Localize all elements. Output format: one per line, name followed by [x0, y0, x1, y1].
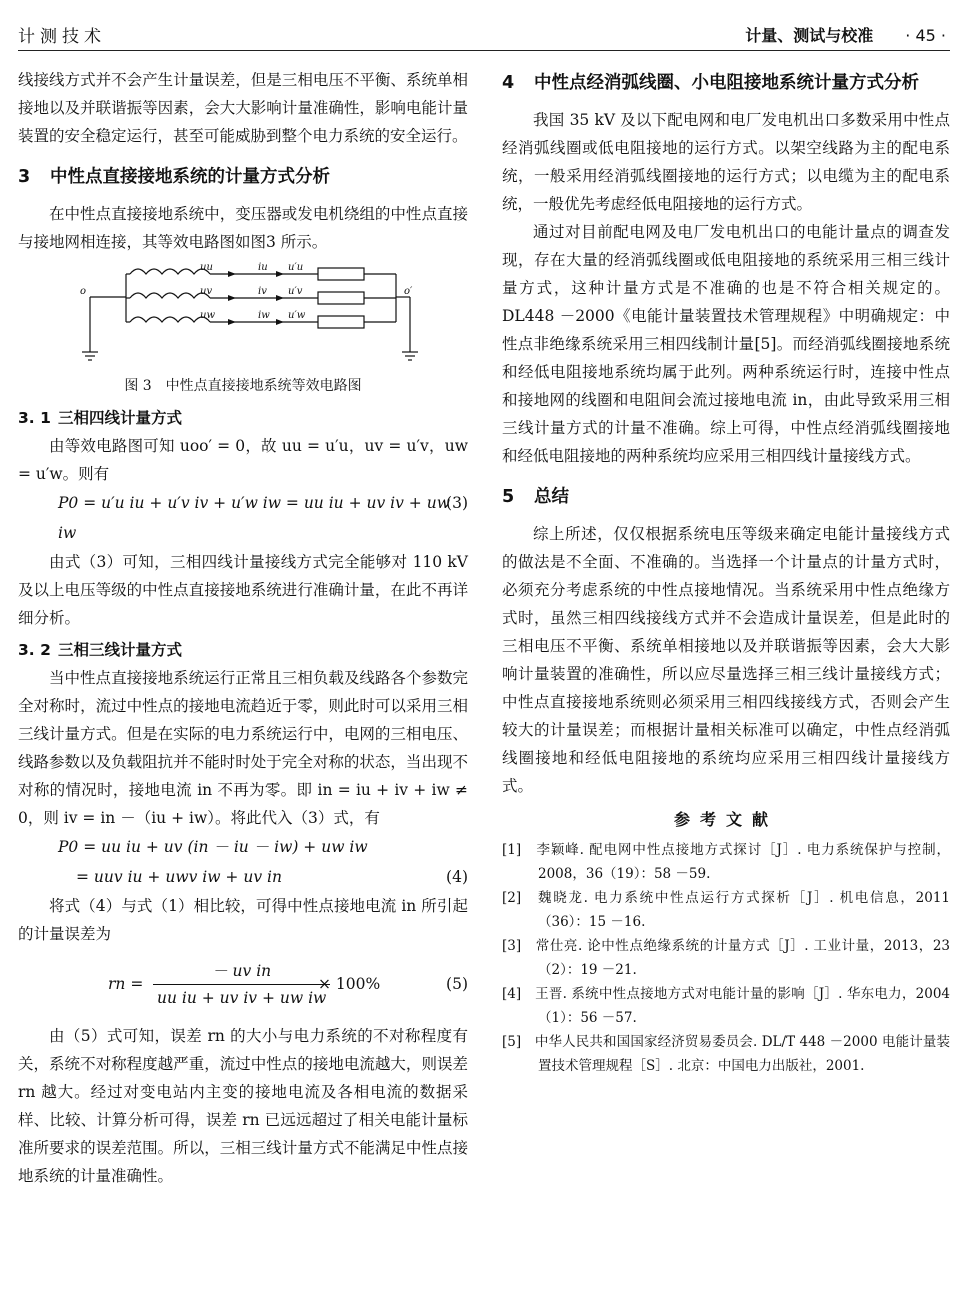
section-and-page [745, 23, 946, 46]
equation-3 [18, 488, 468, 548]
reference-item: [4] 王晋. 系统中性点接地方式对电能计量的影响［J］. 华东电力，2004（1）：56 －57. [502, 986, 950, 1026]
label-iv: iv [258, 286, 267, 297]
section-3-heading [18, 162, 468, 192]
figure-caption: 图 3 中性点直接接地系统等效电路图 [124, 378, 362, 394]
section-4-paragraph-b: 通过对目前配电网及电厂发电机出口的电能计量点的调查发现，存在大量的经消弧线圈或低电阻接地的系统采用三相三线计量方式，这种计量方式是不准确的也是不符合相关规定的。DL448 －2000《电能计量装置技术管理规程》中明确规定：中性点非绝缘系统采用三相四线制计量[5]。而经消弧线圈接地系统和经低电阻接地系统均属于此列。两种系统运行时，连接中性点和接地网的线圈和电阻间会流过接地电流 in，由此导致采用三相三线计量方式的计量不准确。综上可得，中性点经消弧线圈接地和经低电阻接地的两种系统均应采用三相四线计量接线方式。 [502, 223, 950, 465]
label-o-prime: o′ [404, 286, 413, 297]
section-number: 5 [502, 487, 515, 507]
equation-5-percent: × 100% [318, 975, 381, 993]
equation-5-numerator: － uv in [153, 958, 330, 985]
section-5-heading [502, 482, 950, 512]
equation-5-fraction [153, 958, 330, 1011]
section-3-2-paragraph-c: 由（5）式可知，误差 rn 的大小与电力系统的不对称程度有关，系统不对称程度越严重，流过中性点的接地电流越大，则误差 rn 越大。经过对变电站内主变的接地电流及各相电流的数据采样、比较、计算分析可得，误差 rn 已远远超过了相关电能计量标准所要求的误差范围。所以，三相三线计量方式不能满足中性点接地系统的计量准确性。 [18, 1027, 468, 1185]
section-title: 中性点经消弧线圈、小电阻接地系统计量方式分析 [534, 73, 919, 93]
equation-5-denominator: uu iu + uv iv + uw iw [157, 989, 327, 1007]
section-4-heading [502, 68, 950, 98]
equation-3-body: P0 = u′u iu + u′v iv + u′w iw = uu iu + uv iv + uw iw [58, 494, 450, 542]
label-uv: uv [200, 286, 213, 297]
section-4-paragraph-a: 我国 35 kV 及以下配电网和电厂发电机出口多数采用中性点经消弧线圈或低电阻接地的运行方式。以架空线路为主的配电系统，一般采用经消弧线圈接地的运行方式；以电缆为主的配电系统，一般优先考虑经低电阻接地的运行方式。 [502, 111, 950, 213]
references-title: 参考文献 [673, 810, 778, 829]
equation-3-number: (3) [446, 494, 468, 512]
section-number: 4 [502, 73, 515, 93]
equation-4-number: (4) [446, 868, 468, 886]
page-number: · 45 · [905, 26, 946, 45]
journal-name: 计测技术 [18, 27, 106, 47]
section-title: 中性点直接接地系统的计量方式分析 [50, 167, 330, 187]
equation-5-lhs: rn = [108, 975, 144, 993]
equation-5-number: (5) [446, 975, 468, 993]
right-column [502, 66, 950, 1078]
equivalent-circuit-figure [18, 262, 468, 372]
label-iw: iw [258, 310, 270, 321]
circuit-diagram [18, 262, 468, 372]
section-name: 计量、测试与校准 [745, 26, 874, 45]
subsection-number: 3. 1 [18, 409, 51, 427]
section-3-1-paragraph-a: 由等效电路图可知 uoo′ = 0，故 uu = u′u，uv = u′v，uw = u′w。则有 [18, 437, 468, 483]
section-3-paragraph: 在中性点直接接地系统中，变压器或发电机绕组的中性点直接与接地网相连接，其等效电路图如图3 所示。 [18, 205, 468, 251]
equation-4-line-1 [18, 832, 468, 862]
subsection-title: 三相三线计量方式 [58, 641, 183, 659]
intro-paragraph: 线接线方式并不会产生计量误差，但是三相电压不平衡、系统单相接地以及并联谐振等因素，会大大影响计量准确性，影响电能计量装置的安全稳定运行，甚至可能威胁到整个电力系统的安全运行。 [18, 71, 468, 145]
section-number: 3 [18, 167, 31, 187]
equation-5 [18, 954, 468, 1016]
reference-item: [3] 常仕亮. 论中性点绝缘系统的计量方式［J］. 工业计量，2013，23（2）：19 －21. [502, 938, 950, 978]
section-3-2-paragraph-a: 当中性点直接接地系统运行正常且三相负载及线路各个参数完全对称时，流过中性点的接地电流趋近于零，则此时可以采用三相三线计量方式。但是在实际的电力系统运行中，电网的三相电压、线路参数以及负载阻抗并不能时时处于完全对称的状态，当出现不对称的情况时，接地电流 in 不再为零。即 in = iu + iv + iw ≠ 0，则 iv = in －（iu + iw）。将此代入（3）式，有 [18, 669, 468, 827]
label-iu: iu [258, 262, 268, 273]
label-u-prime-u: u′u [288, 262, 304, 273]
subsection-title: 三相四线计量方式 [58, 409, 183, 427]
reference-item: [5] 中华人民共和国国家经济贸易委员会. DL/T 448 －2000 电能计量装置技术管理规程［S］. 北京：中国电力出版社，2001. [502, 1034, 950, 1074]
section-3-2-heading [18, 636, 468, 664]
equation-4-line-2 [18, 862, 468, 892]
label-u-prime-w: u′w [288, 310, 306, 321]
subsection-number: 3. 2 [18, 641, 51, 659]
label-u-prime-v: u′v [288, 286, 303, 297]
running-header [18, 20, 950, 51]
section-title: 总结 [534, 487, 569, 507]
label-o: o [80, 286, 87, 297]
reference-item: [1] 李颖峰. 配电网中性点接地方式探讨［J］. 电力系统保护与控制，2008，36（19）：58 －59. [502, 842, 950, 882]
left-column [18, 66, 468, 1190]
equation-4-line-2-body: = uuv iu + uwv iw + uv in [76, 868, 282, 886]
equation-4-line-1-body: P0 = uu iu + uv (in － iu － iw) + uw iw [58, 838, 368, 856]
label-uu: uu [200, 262, 213, 273]
section-3-1-paragraph-b: 由式（3）可知，三相四线计量接线方式完全能够对 110 kV 及以上电压等级的中性点直接接地系统进行准确计量，在此不再详细分析。 [18, 553, 468, 627]
section-3-2-paragraph-b: 将式（4）与式（1）相比较，可得中性点接地电流 in 所引起的计量误差为 [18, 897, 468, 943]
reference-item: [2] 魏晓龙. 电力系统中性点运行方式探析［J］. 机电信息，2011（36）：15 －16. [502, 890, 950, 930]
section-3-1-heading [18, 404, 468, 432]
label-uw: uw [200, 310, 215, 321]
section-5-paragraph: 综上所述，仅仅根据系统电压等级来确定电能计量接线方式的做法是不全面、不准确的。当选择一个计量点的计量方式时，必须充分考虑系统的中性点接地情况。当系统采用中性点绝缘方式时，虽然三相四线接线方式并不会造成计量误差，但是此时的三相电压不平衡、系统单相接地以及并联谐振等因素，会大大影响计量装置的准确性，所以应尽量选择三相三线计量接线方式；中性点直接接地系统则必须采用三相四线接线方式，否则会产生较大的计量误差；而根据计量相关标准可以确定，中性点经消弧线圈接地和经低电阻接地的系统均应采用三相四线计量接线方式。 [502, 525, 950, 795]
